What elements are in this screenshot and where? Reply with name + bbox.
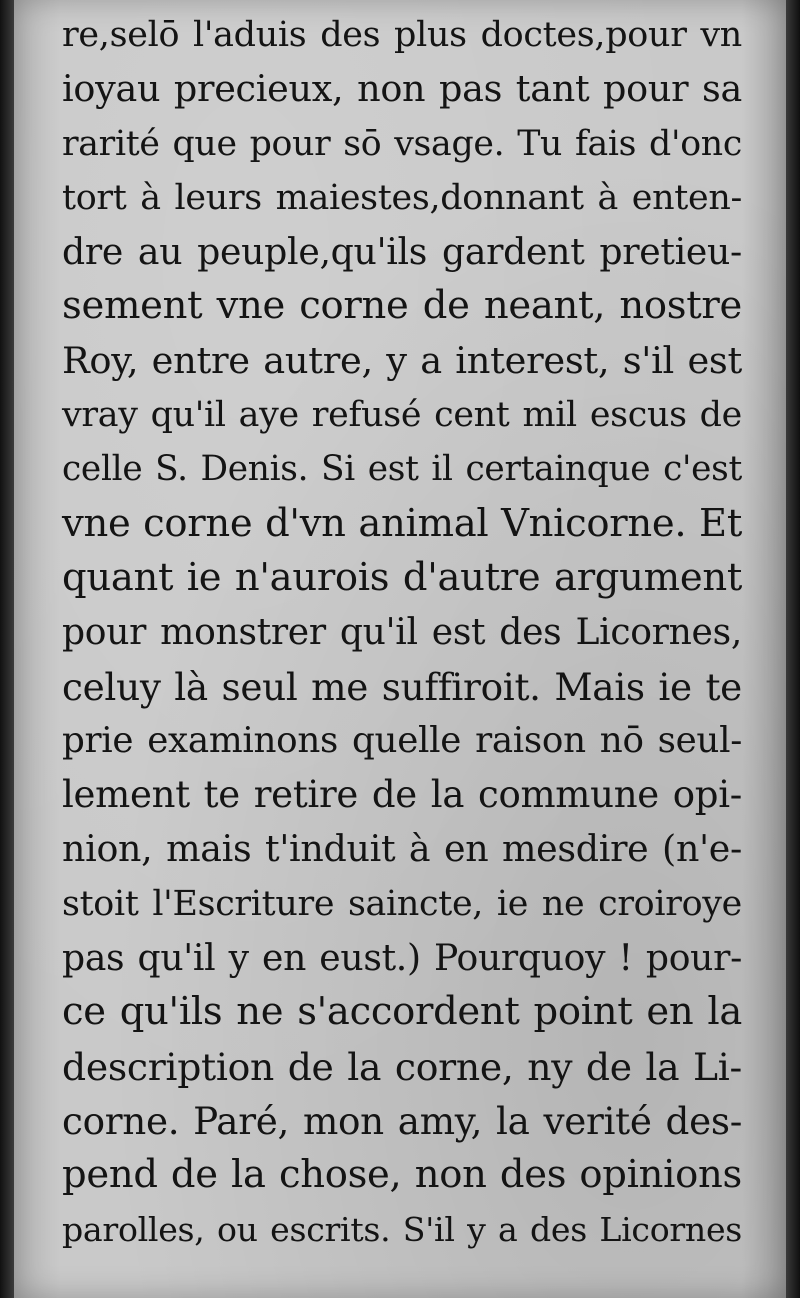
page-right-edge [786,0,800,1298]
text-line: vray qu'il aye refusé cent mil escus de [62,395,742,436]
text-line: sement vne corne de neant, nostre [62,283,742,329]
text-line: nion, mais t'induit à en mesdire (n'e- [62,827,742,871]
text-line: ce qu'ils ne s'accordent point en la [62,989,742,1035]
page-left-edge [0,0,14,1298]
text-line: parolles, ou escrits. S'il y a des Licornes [62,1209,742,1249]
text-line: tort à leurs maiestes,donnant à enten- [62,177,742,218]
text-line: description de la corne, ny de la Li- [62,1044,742,1089]
text-line: corne. Paré, mon amy, la verité des- [62,1098,742,1143]
text-line: celle S. Denis. Si est il certainque c'est [62,449,742,490]
text-line: pour monstrer qu'il est des Licornes, [62,611,742,654]
text-line: prie examinons quelle raison nō seul- [62,719,742,761]
book-page [14,0,788,1298]
text-line: dre au peuple,qu'ils gardent pretieu- [62,230,742,274]
text-line: rarité que pour sō vsage. Tu fais d'onc [62,123,742,164]
body-text [62,8,742,1257]
text-line: stoit l'Escriture saincte, ie ne croiroye [62,883,742,924]
text-line: lement te retire de la commune opi- [62,773,742,817]
text-line: ioyau precieux, non pas tant pour sa [62,67,742,111]
text-line: Roy, entre autre, y a interest, s'il est [62,338,742,382]
text-line: quant ie n'aurois d'autre argument [62,554,742,600]
text-line: vne corne d'vn animal Vnicorne. Et [62,500,742,546]
text-line: re,selō l'aduis des plus doctes,pour vn [62,15,742,55]
text-line: pend de la chose, non des opinions [62,1152,742,1198]
text-line: celuy là seul me suffiroit. Mais ie te [62,664,742,709]
text-line: pas qu'il y en eust.) Pourquoy ! pour- [62,936,742,980]
